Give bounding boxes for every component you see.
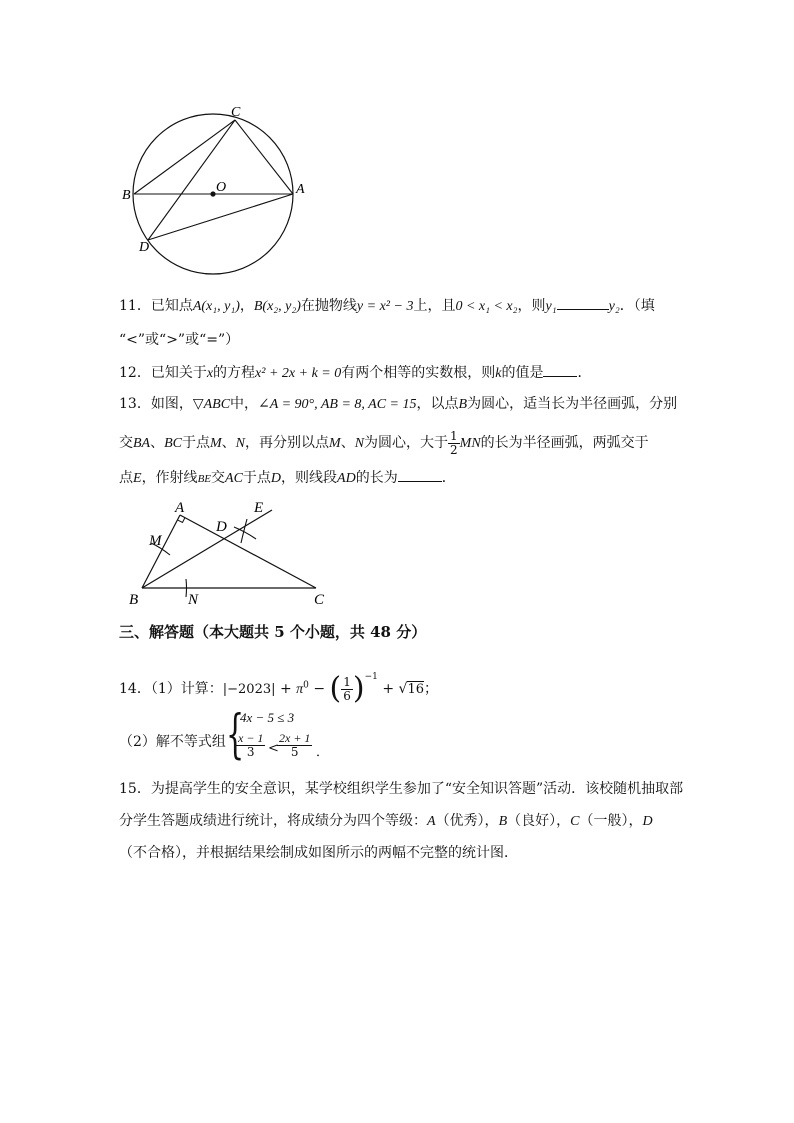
q11-text-4: ，则: [517, 298, 546, 314]
label-m: M: [149, 533, 162, 549]
q13-be: BE: [197, 473, 212, 485]
q13-text-2d: 为圆心，大于: [364, 435, 449, 451]
q13-n-2: N: [354, 436, 365, 451]
q13-text-2e: 的长为半径画弧，两弧交于: [480, 435, 649, 451]
question-13-line-1: [119, 394, 677, 415]
brace-icon: {: [226, 705, 245, 765]
q14-frac-num: 1: [343, 674, 351, 689]
ineq2-rhs-den: 5: [290, 745, 299, 759]
triangle-figure: [120, 495, 340, 610]
q13-text-3a: 点: [119, 470, 133, 486]
inequality-1: 4x − 5 ≤ 3: [240, 710, 295, 725]
question-14-part-1: [119, 660, 438, 706]
q13-text-2a: 交: [119, 435, 133, 451]
q15-grade-c: C: [570, 814, 580, 829]
q15-text-2: 分学生答题成绩进行统计，将成绩分为四个等级：: [119, 813, 427, 829]
q13-text-1b: 中，: [230, 396, 259, 412]
q11-number: 11．: [119, 298, 151, 314]
q13-given: ∠A = 90°, AB = 8, AC = 15: [258, 397, 417, 412]
q15-number: 15．: [119, 781, 151, 797]
q13-d: D: [270, 471, 282, 486]
q13-number: 13．: [119, 396, 151, 412]
q11-point-a: A(x₁, y₁): [192, 299, 240, 314]
question-11-line-1: [119, 295, 655, 317]
q13-triangle: ▽ABC: [192, 397, 231, 412]
q11-options: “<”或“>”或“=”）: [119, 332, 240, 348]
question-13-line-3: [119, 467, 456, 489]
q13-sep-2: 、: [221, 435, 236, 451]
label-a: A: [296, 182, 305, 197]
q15-grade-b: B: [498, 814, 508, 829]
q12-text-1: 已知关于: [150, 365, 207, 381]
q13-m: M: [210, 436, 222, 451]
question-12: [119, 362, 591, 384]
q11-point-b: B(x₂, y₂): [253, 299, 301, 314]
q15-text-1: 为提高学生的安全意识，某学校组织学生参加了“安全知识答题”活动．该校随机抽取部: [150, 781, 684, 797]
q13-ad: AD: [337, 471, 356, 486]
q13-half-fraction: [448, 430, 460, 457]
q13-b: B: [458, 397, 468, 412]
question-14-part-2-label: [119, 732, 226, 752]
center-point: [210, 191, 215, 196]
section-3-heading: 三、解答题（本大题共 5 个小题，共 48 分）: [119, 623, 427, 641]
q11-text-2: 在抛物线: [300, 298, 357, 314]
q13-half-den: 2: [450, 442, 458, 457]
q11-text-1: 已知点: [150, 298, 193, 314]
q13-e: E: [133, 471, 142, 486]
q15-grade-a-text: （优秀），: [435, 813, 499, 829]
q13-sep-3: 、: [340, 435, 355, 451]
ineq2-lhs-den: 3: [246, 745, 255, 759]
q12-text-3: 有两个相等的实数根，则: [341, 365, 496, 381]
question-15-line-2: [119, 811, 653, 832]
q14-plus-1: +: [275, 681, 297, 697]
q11-y2: y₂: [608, 299, 620, 314]
label-n: N: [188, 592, 199, 608]
q11-text-5: ．（填: [619, 298, 655, 314]
segment-da: [148, 194, 293, 240]
q12-text-4: 的值是: [501, 365, 544, 381]
q13-answer-blank[interactable]: [398, 467, 442, 482]
label-b: B: [122, 188, 131, 203]
label-e: E: [254, 500, 264, 516]
inequality-2-rhs: [277, 732, 312, 759]
q12-k: k: [495, 366, 502, 381]
q14-end: ．: [316, 745, 330, 760]
q11-parabola: y = x² − 3: [356, 299, 414, 314]
question-13-line-2: [119, 428, 649, 458]
q13-text-3d: 于点: [242, 470, 271, 486]
q12-var: x: [206, 366, 214, 381]
q15-grade-d: D: [642, 814, 653, 829]
q15-grade-b-text: （良好），: [507, 813, 571, 829]
q14-sqrt-sign: √: [398, 681, 408, 697]
q13-text-3b: ，作射线: [141, 470, 198, 486]
q13-ba: BA: [133, 436, 151, 451]
q13-n: N: [235, 436, 246, 451]
q13-text-3f: 的长为: [355, 470, 398, 486]
q13-text-2c: ，再分别以点: [245, 435, 330, 451]
q12-text-2: 的方程: [213, 365, 256, 381]
arc-mark-e1: [234, 527, 256, 539]
q14-sqrt-value: 16: [407, 682, 424, 697]
q13-text-1d: 为圆心，适当长为半径画弧，分别: [467, 396, 678, 412]
q11-text-3: 上，且: [413, 298, 456, 314]
q12-equation: x² + 2x + k = 0: [255, 366, 342, 381]
q14-exponent: −1: [364, 672, 378, 682]
q12-number: 12．: [119, 365, 151, 381]
q14-frac-den: 6: [343, 688, 351, 703]
q15-text-3: （不合格），并根据结果绘制成如图所示的两幅不完整的统计图．: [119, 845, 518, 861]
q13-text-3e: ，则线段: [281, 470, 338, 486]
q13-half-num: 1: [450, 428, 458, 443]
q11-y1: y₁: [545, 299, 557, 314]
q14-part1-label: （1）计算：: [150, 681, 223, 697]
q13-end: ．: [441, 470, 456, 486]
ineq2-lhs-num: x − 1: [238, 731, 264, 745]
q14-fraction: [341, 676, 353, 703]
q13-bc: BC: [164, 436, 182, 451]
q14-abs: |−2023|: [222, 682, 276, 697]
label-b: B: [129, 592, 139, 608]
q14-paren-close: ): [352, 671, 365, 706]
q14-number: 14．: [119, 681, 151, 697]
q12-end: ．: [577, 365, 592, 381]
q13-text-1a: 如图，: [150, 396, 193, 412]
q12-answer-blank[interactable]: [543, 362, 577, 377]
q14-pi: π: [296, 682, 304, 697]
q14-paren-open: (: [329, 671, 342, 706]
q14-semicolon: ；: [424, 681, 438, 697]
circle-figure: [110, 100, 320, 280]
label-d: D: [139, 240, 150, 255]
q14-plus-2: +: [377, 681, 399, 697]
inequality-2-lt: <: [268, 741, 279, 756]
q11-answer-blank[interactable]: [557, 295, 609, 310]
q13-m-2: M: [329, 436, 341, 451]
q14-pi-exp: 0: [303, 680, 309, 691]
inequality-2-lhs: [236, 732, 265, 759]
q11-sep: ，: [239, 298, 254, 314]
q15-grade-c-text: （一般），: [579, 813, 643, 829]
q11-condition: 0 < x₁ < x₂: [455, 299, 518, 314]
q13-text-1c: ，以点: [416, 396, 459, 412]
question-11-line-2: [119, 330, 239, 350]
label-d: D: [216, 519, 227, 535]
inequality-system: [226, 705, 346, 768]
arc-mark-n: [186, 579, 187, 597]
question-15-line-1: [119, 779, 683, 799]
q13-sep-1: 、: [150, 435, 165, 451]
q13-text-3c: 交: [211, 470, 226, 486]
label-a: A: [175, 500, 185, 516]
label-c: C: [314, 592, 325, 608]
q15-grade-a: A: [427, 814, 436, 829]
segment-ac: [180, 515, 316, 588]
q13-mn: MN: [459, 436, 481, 451]
q14-minus: −: [308, 681, 330, 697]
ineq2-rhs-num: 2x + 1: [279, 731, 311, 745]
q13-text-2b: 于点: [182, 435, 210, 451]
question-15-line-3: [119, 843, 518, 863]
q14-part2-label: （2）解不等式组: [119, 734, 226, 750]
label-o: O: [216, 180, 227, 195]
q13-ac: AC: [225, 471, 243, 486]
label-c: C: [231, 105, 241, 120]
